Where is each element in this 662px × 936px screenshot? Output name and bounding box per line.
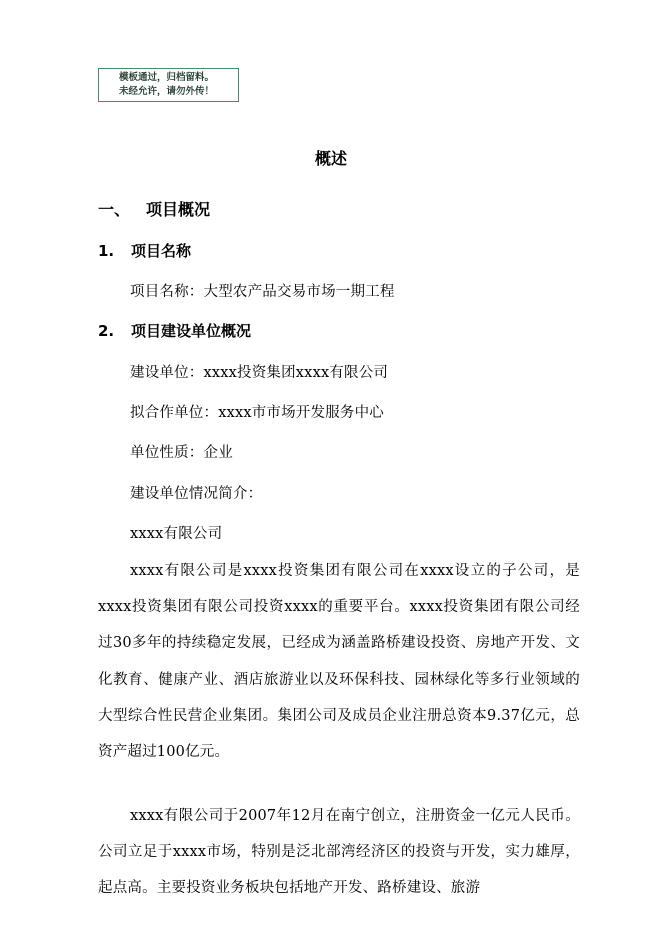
paragraph-2: xxxx有限公司于2007年12月在南宁创立，注册资金一亿元人民币。公司立足于xxxx市场，特别是泛北部湾经济区的投资与开发，实力雄厚，起点高。主要投资业务板块包括地产开发、路桥建设、旅游 [98, 808, 580, 897]
nature-line: 单位性质：企业 [130, 445, 233, 461]
page-title: 概述 [314, 149, 347, 168]
stamp-line-1: 模板通过，归档留料。 [119, 72, 215, 83]
subsection-label: 项目建设单位概况 [131, 322, 252, 340]
intro-label-line: 建设单位情况简介： [130, 486, 263, 502]
section-heading-1 [98, 197, 210, 220]
section-number: 一、 [98, 200, 131, 219]
partner-line: 拟合作单位：xxxx市市场开发服务中心 [130, 405, 385, 421]
subsection-number: 2. [98, 322, 115, 340]
section-label: 项目概况 [146, 200, 211, 219]
paragraph-1: xxxx有限公司是xxxx投资集团有限公司在xxxx设立的子公司，是xxxx投资集团有限公司投资xxxx的重要平台。xxxx投资集团有限公司经过30多年的持续稳定发展，已经成为涵盖路桥建设投资、房地产开发、文化教育、健康产业、酒店旅游业以及环保科技、园林绿化等多行业领域的大型综合性民营企业集团。集团公司及成员企业注册总资本9.37亿元，总资产超过100亿元。 [98, 563, 580, 761]
project-name-line: 项目名称：大型农产品交易市场一期工程 [130, 284, 395, 300]
subsection-number: 1. [98, 242, 115, 260]
stamp-line-2: 未经允许，请勿外传！ [119, 86, 215, 97]
confidential-stamp [98, 68, 239, 102]
subsection-heading-1 [98, 240, 191, 261]
builder-line: 建设单位：xxxx投资集团xxxx有限公司 [130, 365, 389, 381]
subsection-heading-2 [98, 320, 251, 341]
company-name-line: xxxx有限公司 [130, 526, 223, 542]
subsection-label: 项目名称 [131, 242, 192, 260]
